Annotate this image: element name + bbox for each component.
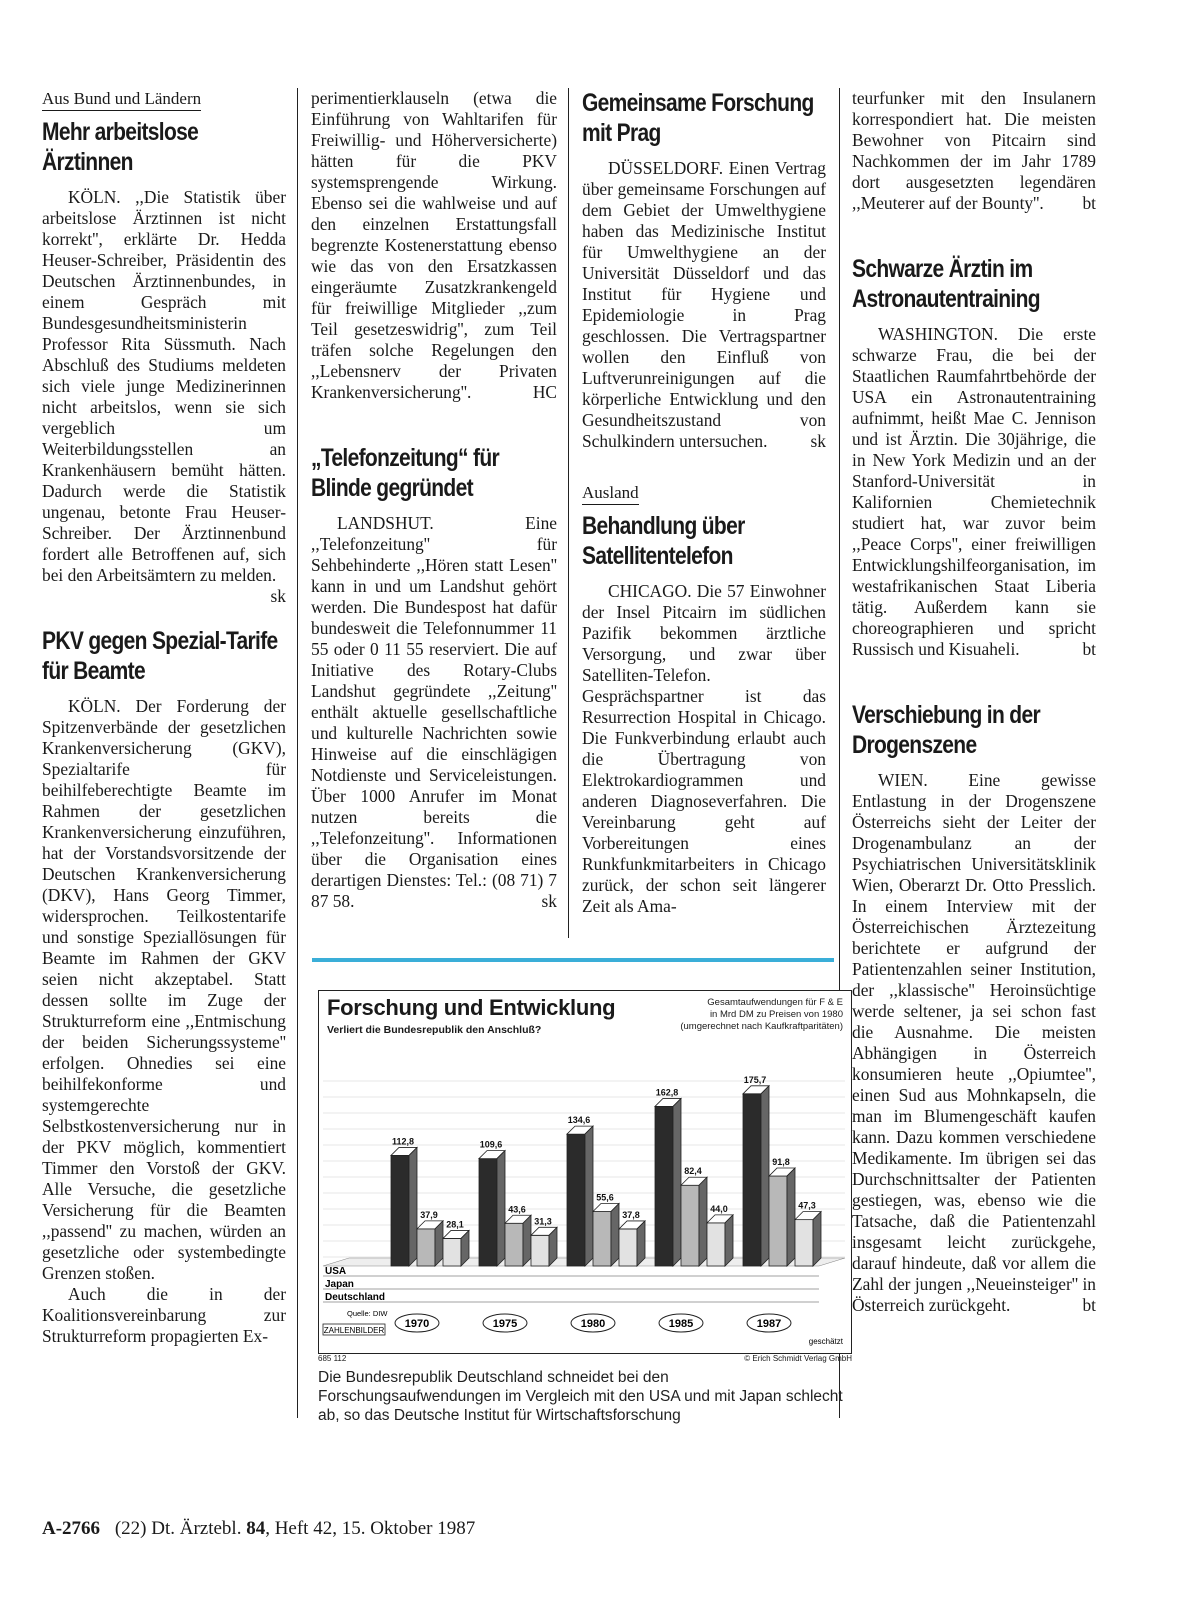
chart-box bbox=[318, 990, 852, 1354]
article-schwarze-aerztin: WASHINGTON. Die erste schwarze Frau, die bei der Staatlichen Raumfahrtbehörde der USA ein Astronautentraining aufnimmt, heißt Mae C. Jennison und ist Ärztin. Die 30jährige, die in New York Medizin und an der Stanford-Universität in Kalifornien Chemietechnik studiert hat, war zuvor beim ,,Peace Corps'', einer freiwilligen Entwicklungshilfeorganisation, im westafrikanischen Staat Liberia tätig. Außerdem kann sie choreographieren und spricht Russisch und Kisuaheli. bt bbox=[852, 324, 1096, 659]
column-3 bbox=[582, 88, 826, 917]
headline-arbeitslose-aerztinnen: Mehr arbeitslose Ärztinnen bbox=[42, 118, 199, 176]
legend-usa: USA bbox=[325, 1266, 347, 1277]
bar-side-usa-1985 bbox=[673, 1098, 681, 1266]
article-drogenszene: WIEN. Eine gewisse Entlastung in der Drogenszene Österreichs sieht der Leiter der Drogenambulanz an der Psychiatrischen Universitätsklinik Wien, Oberarzt Dr. Otto Presslich. In einem Interview mit der Österreichischen Ärztezeitung berichtete er aufgrund der Patientenzahlen seiner Institution, der ,,klassische'' Heroinsüchtige werde seltener, ja sei schon fast die Ausnahme. Die meisten Abhängigen in Österreich konsumieren heute ,,Opiumtee'', einen Sud aus Mohnkapseln, die man im Blumengeschäft kaufen kann. Dazu kommen verschiedene Medikamente. Im übrigen sei das Durchschnittsalter der Patienten gestiegen, was, ebenso wie die Tatsache, daß die Patientenzahl insgesamt leicht zurückgehe, darauf hindeute, daß vor allem die Zahl der jungen ,,Neueinsteiger'' in Österreich zurückgeht. bt bbox=[852, 770, 1096, 1315]
chart-brand: ZAHLENBILDER bbox=[323, 1326, 385, 1335]
data-label-japan-1980: 55,6 bbox=[596, 1192, 614, 1203]
author-sig: sk bbox=[541, 891, 557, 911]
tick-label-1970: 1970 bbox=[404, 1318, 430, 1330]
chart-title: Forschung und Entwicklung bbox=[327, 995, 616, 1020]
bar-deutschland-1970 bbox=[443, 1238, 461, 1266]
bar-side-deutschland-1987 bbox=[813, 1212, 821, 1266]
data-label-japan-1970: 37,9 bbox=[420, 1209, 438, 1220]
legend-deutschland: Deutschland bbox=[325, 1292, 386, 1303]
bar-usa-1980 bbox=[567, 1134, 585, 1266]
tick-label-1987: 1987 bbox=[756, 1318, 782, 1330]
chart-code: 685 112 bbox=[318, 1354, 347, 1363]
column-4 bbox=[852, 88, 1096, 1316]
issue-volume: 84 bbox=[246, 1518, 266, 1539]
article-pkv-continued: perimentierklauseln (etwa die Einführung von Wahltarifen für Freiwillig- und Höherversicherte) hätten für die PKV systemsprengende Wirkung. Ebenso sei die wahlweise und auf den einzelnen Erstattungsfall begrenzte Kostenerstattung ebenso wie das von den Ersatzkassen eingeräumte Zusatzkrankengeld für freiwillige Mitglieder ,,zum Teil gesetzeswidrig'', zum Teil träfen solche Regelungen den ,,Lebensnerv der Privaten Krankenversicherung''. HC bbox=[311, 88, 557, 402]
article-pkv-spezialtarife-p2: Auch die in der Koalitionsvereinbarung zur Strukturreform propagierten Ex- bbox=[42, 1284, 286, 1346]
author-sig: bt bbox=[1082, 193, 1096, 213]
chart-subtitle: Verliert die Bundesrepublik den Anschluß? bbox=[327, 1024, 542, 1036]
data-label-deutschland-1970: 28,1 bbox=[446, 1219, 464, 1230]
headline-schwarze-aerztin: Schwarze Ärztin im Astronautentraining bbox=[852, 255, 1040, 313]
bar-deutschland-1987 bbox=[795, 1220, 813, 1266]
bar-usa-1970 bbox=[391, 1155, 409, 1266]
issue-suffix: , Heft 42, 15. Oktober 1987 bbox=[265, 1518, 476, 1539]
bar-side-deutschland-1980 bbox=[637, 1221, 645, 1266]
page-footer bbox=[42, 1517, 475, 1541]
chart-estimated: geschätzt bbox=[808, 1337, 843, 1346]
author-sig: sk bbox=[270, 586, 286, 606]
bar-side-japan-1970 bbox=[435, 1221, 443, 1266]
data-label-japan-1975: 43,6 bbox=[508, 1204, 526, 1215]
bar-side-japan-1975 bbox=[523, 1215, 531, 1266]
bar-japan-1970 bbox=[417, 1229, 435, 1266]
bar-japan-1985 bbox=[681, 1185, 699, 1266]
article-satellitentelefon-continued: teurfunker mit den Insulanern korrespondiert hat. Die meisten Bewohner von Pitcairn sind Nachkommen der im Jahr 1789 dort ausgesetzten legendären ,,Meuterer auf der Bounty''. bt bbox=[852, 88, 1096, 213]
tick-label-1975: 1975 bbox=[492, 1318, 518, 1330]
headline-drogenszene: Verschiebung in der Drogenszene bbox=[852, 701, 1040, 759]
bar-usa-1975 bbox=[479, 1159, 497, 1266]
author-sig: bt bbox=[1082, 639, 1096, 659]
column-1 bbox=[42, 88, 286, 1347]
data-label-usa-1980: 134,6 bbox=[567, 1115, 591, 1126]
chart-top-rule bbox=[312, 958, 834, 962]
article-arbeitslose-aerztinnen: KÖLN. ,,Die Statistik über arbeitslose Ärztinnen ist nicht korrekt'', erklärte Dr. Hedda Heuser-Schreiber, Präsidentin des Deutschen Ärztinnenbundes, in einem Gespräch mit Bundesgesundheitsministerin Professor Rita Süssmuth. Nach Abschluß des Studiums meldeten sich viele junge Medizinerinnen nicht arbeitslos, wenn sie sich vergeblich um Weiterbildungsstellen an Krankenhäusern bemüht hätten. Dadurch werde die Statistik ungenau, betonte Frau Heuser-Schreiber. Der Ärztinnenbund fordert alle Betroffenen auf, sich bei den Arbeitsämtern zu melden. sk bbox=[42, 187, 286, 606]
data-label-deutschland-1975: 31,3 bbox=[534, 1216, 552, 1227]
data-label-usa-1970: 112,8 bbox=[391, 1136, 415, 1147]
issue-prefix: (22) Dt. Ärztebl. bbox=[114, 1518, 242, 1539]
article-telefonzeitung: LANDSHUT. Eine ,,Telefonzeitung'' für Sehbehinderte ,,Hören statt Lesen'' kann in und um Landshut gehört werden. Die Bundespost hat dafür bundesweit die Telefonnummer 11 55 oder 0 11 55 reserviert. Die auf Initiative des Rotary-Clubs Landshut gegründete ,,Zeitung'' enthält aktuelle gesellschaftliche und kulturelle Nachrichten sowie Hinweise auf die einschlägigen Notdienste und Serviceleistungen. Über 1000 Anrufer im Monat nutzen bereits die ,,Telefonzeitung''. Informationen über die Organisation eines derartigen Dienstes: Tel.: (08 71) 7 87 58. sk bbox=[311, 513, 557, 911]
data-label-japan-1987: 91,8 bbox=[772, 1157, 790, 1168]
article-pkv-spezialtarife: KÖLN. Der Forderung der Spitzenverbände der gesetzlichen Krankenversicherung (GKV), Spezialtarife für beihilfeberechtigte Beamte im Rahmen der gesetzlichen Krankenversicherung einzuführen, hat der Vorstandsvorsitzende der Deutschen Krankenversicherung (DKV), Hans Georg Timmer, widersprochen. Teilkostentarife und sonstige Speziallösungen für Beamte im Rahmen der GKV seien nicht akzeptabel. Statt dessen sollte im Zuge der Strukturreform eine ,,Entmischung der beiden Sicherungssysteme'' erfolgen. Ohnedies sei eine beihilfekonforme und systemgerechte Selbstkostenversicherung nur in der PKV möglich, kommentiert Timmer den Vorstoß der GKV. Alle Versuche, die gesetzliche Versicherung für die Beamten ,,passend'' zu machen, würden an gesetzliche oder systembedingte Grenzen stoßen. bbox=[42, 696, 286, 1283]
headline-satellitentelefon: Behandlung über Satellitentelefon bbox=[582, 512, 745, 570]
chart-svg bbox=[319, 1041, 849, 1351]
data-label-deutschland-1980: 37,8 bbox=[622, 1209, 640, 1220]
bar-japan-1987 bbox=[769, 1176, 787, 1266]
bar-japan-1980 bbox=[593, 1212, 611, 1266]
chart-figure bbox=[318, 990, 852, 1424]
headline-forschung-prag: Gemeinsame Forschung mit Prag bbox=[582, 89, 814, 147]
data-label-deutschland-1985: 44,0 bbox=[710, 1203, 728, 1214]
bar-side-japan-1980 bbox=[611, 1204, 619, 1266]
section-label-ausland: Ausland bbox=[582, 482, 639, 505]
tick-label-1985: 1985 bbox=[668, 1318, 694, 1330]
legend-japan: Japan bbox=[325, 1279, 354, 1290]
tick-label-1980: 1980 bbox=[580, 1318, 606, 1330]
data-label-usa-1987: 175,7 bbox=[743, 1074, 767, 1085]
bar-usa-1987 bbox=[743, 1094, 761, 1266]
column-2 bbox=[311, 88, 557, 912]
article-satellitentelefon: CHICAGO. Die 57 Einwohner der Insel Pitcairn im südlichen Pazifik bekommen ärztliche Versorgung, und zwar über Satelliten-Telefon. Gesprächspartner ist das Resurrection Hospital in Chicago. Die Funkverbindung erlaubt auch die Übertragung von Elektrokardiogrammen und anderen Diagnoseverfahren. Die Vereinbarung geht auf Vorbereitungen eines Runkfunkmitarbeiters in Chicago zurück, der schon seit längerer Zeit als Ama- bbox=[582, 581, 826, 916]
chart-note: Gesamtaufwendungen für F & E in Mrd DM zu Preisen von 1980 (umgerechnet nach Kaufkraftparitäten) bbox=[680, 997, 843, 1032]
headline-telefonzeitung: „Telefonzeitung“ für Blinde gegründet bbox=[311, 444, 499, 502]
bar-side-deutschland-1985 bbox=[725, 1215, 733, 1266]
page-number: A-2766 bbox=[42, 1518, 101, 1539]
bar-usa-1985 bbox=[655, 1106, 673, 1266]
data-label-deutschland-1987: 47,3 bbox=[798, 1200, 816, 1211]
chart-caption: Die Bundesrepublik Deutschland schneidet bei den Forschungsaufwendungen im Vergleich mit den USA und mit Japan schlecht ab, so das Deutsche Institut für Wirtschaftsforschung bbox=[318, 1369, 843, 1424]
headline-pkv-spezialtarife: PKV gegen Spezial-Tarife für Beamte bbox=[42, 627, 278, 685]
chart-copyright: © Erich Schmidt Verlag GmbH bbox=[744, 1354, 852, 1363]
bar-side-usa-1980 bbox=[585, 1126, 593, 1266]
bar-side-usa-1987 bbox=[761, 1086, 769, 1266]
bar-side-usa-1975 bbox=[497, 1151, 505, 1266]
bar-japan-1975 bbox=[505, 1223, 523, 1266]
data-label-japan-1985: 82,4 bbox=[684, 1166, 702, 1177]
article-forschung-prag: DÜSSELDORF. Einen Vertrag über gemeinsame Forschungen auf dem Gebiet der Umwelthygiene haben das Medizinische Institut für Umwelthygiene an der Universität Düsseldorf und das Institut für Hygiene und Epidemiologie in Prag geschlossen. Die Vertragspartner wollen den Einfluß von Luftverunreinigungen auf die körperliche Entwicklung und den Gesundheitszustand von Schulkindern untersuchen. sk bbox=[582, 158, 826, 451]
section-label-bund-laender: Aus Bund und Ländern bbox=[42, 88, 201, 111]
bar-side-usa-1970 bbox=[409, 1147, 417, 1266]
chart-source: Quelle: DIW bbox=[347, 1309, 388, 1318]
bar-side-japan-1987 bbox=[787, 1168, 795, 1266]
author-sig: bt bbox=[1082, 1295, 1096, 1315]
column-rule-2 bbox=[568, 88, 569, 938]
bar-side-japan-1985 bbox=[699, 1177, 707, 1266]
column-rule-1 bbox=[297, 88, 298, 1418]
author-sig: sk bbox=[810, 431, 826, 451]
bar-deutschland-1985 bbox=[707, 1223, 725, 1266]
bar-deutschland-1975 bbox=[531, 1235, 549, 1266]
data-label-usa-1985: 162,8 bbox=[655, 1087, 679, 1098]
bar-deutschland-1980 bbox=[619, 1229, 637, 1266]
author-sig: HC bbox=[532, 382, 557, 402]
data-label-usa-1975: 109,6 bbox=[479, 1139, 503, 1150]
